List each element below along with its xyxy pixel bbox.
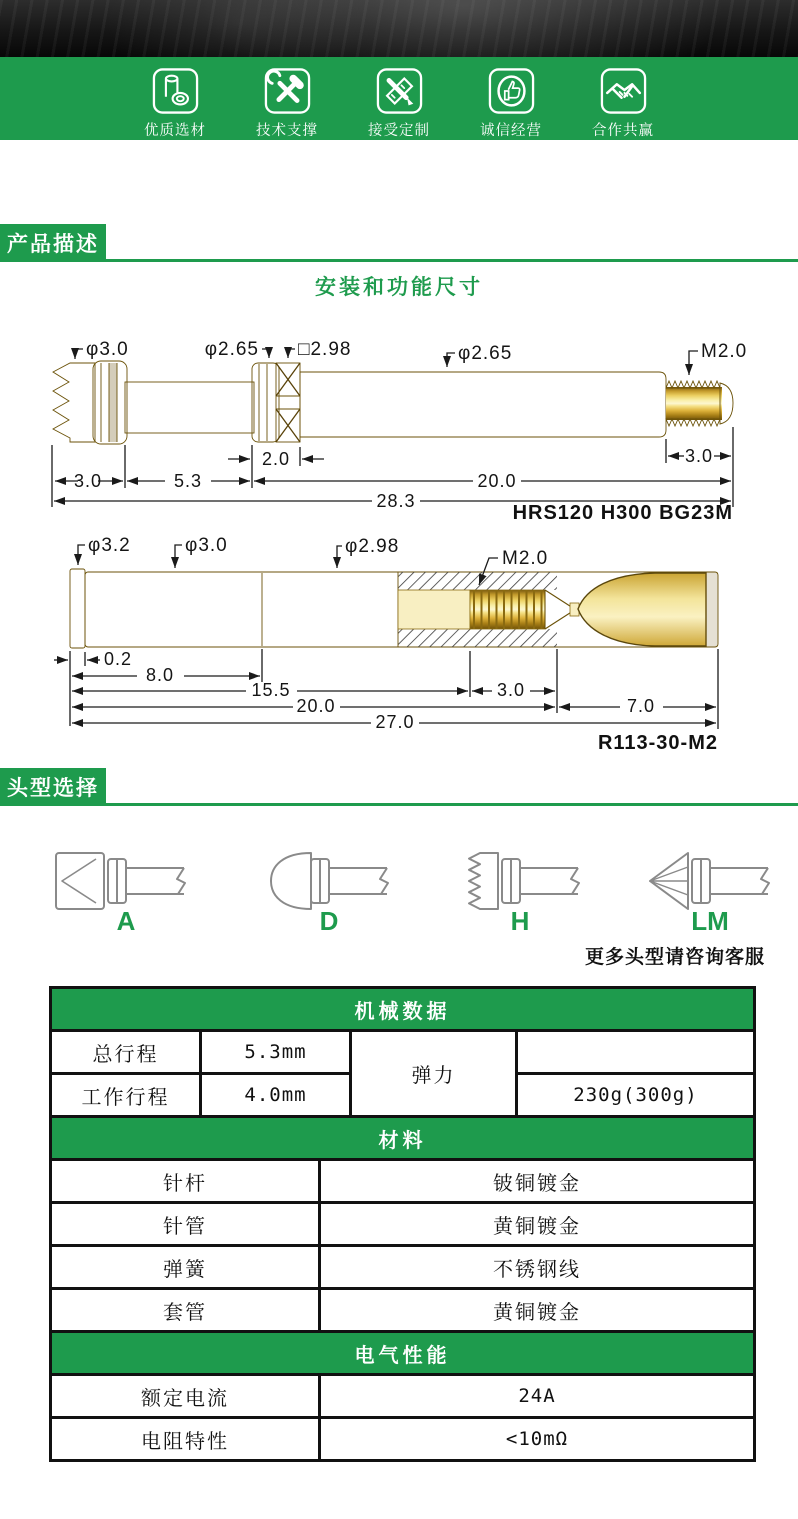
mechanical-data-grid [52,1032,753,1115]
head-type-D-label: D [319,906,339,936]
tab-product-description: 产品描述 [0,224,106,262]
internal-thread [470,590,545,629]
probe-body [53,361,733,444]
tab-head-type: 头型选择 [0,768,106,806]
green-divider [0,803,798,806]
ruler-pencil-icon [375,68,424,114]
d2-part-number: R113-30-M2 [597,732,718,754]
spec-label-cell: 额定电流 [52,1376,318,1416]
probe-dimension-drawing [0,325,798,535]
spec-label-cell: 总行程 [52,1032,199,1072]
green-divider [0,259,798,262]
d2-len-slot: 7.0 [626,696,656,716]
receptacle-dimension-drawing [0,533,798,763]
handshake-icon [599,68,648,114]
electrical-grid [52,1376,753,1459]
hero-photo-banner [0,0,798,57]
d1-len-knurl: 2.0 [261,449,291,469]
d1-len-thread: 3.0 [684,446,714,466]
spec-label-cell: 套管 [52,1290,318,1330]
spec-value-cell: 230g(300g) [518,1075,753,1115]
tools-icon [263,68,312,114]
feature-label: 接受定制 [368,123,430,139]
more-head-types-note: 更多头型请咨询客服 [584,946,765,968]
d1-dia-front-label: φ2.65 [204,339,259,360]
d2-len-flange: 0.2 [104,649,133,669]
drawing-section-title: 安装和功能尺寸 [315,275,483,299]
spec-label-cell: 电阻特性 [52,1419,318,1459]
material-grid [52,1161,753,1330]
spec-value-cell: 5.3mm [202,1032,349,1072]
mechanical-data-header: 机械数据 [52,989,753,1029]
d2-len-20: 20.0 [296,696,336,716]
feature-item [368,57,430,140]
feature-item [592,57,654,140]
d1-len-head: 3.0 [73,471,103,491]
spec-value-cell: 不锈钢线 [321,1247,753,1287]
probe-dimension-lines [52,349,733,507]
d1-len-total: 28.3 [376,491,416,511]
d1-len-front: 5.3 [173,471,203,491]
feature-item [144,57,206,140]
spec-label-cell: 弹力 [352,1032,515,1115]
feature-item [480,57,542,140]
d2-thread-label: M2.0 [502,548,549,569]
d1-len-barrel: 20.0 [477,471,517,491]
d1-thread-label: M2.0 [701,341,748,362]
spec-label-cell: 针管 [52,1204,318,1244]
d1-dia-barrel-label: φ2.65 [458,343,513,364]
head-type-H-label: H [510,906,530,936]
head-type-A-label: A [116,906,136,936]
spec-value-cell: 铍铜镀金 [321,1161,753,1201]
spec-label-cell: 工作行程 [52,1075,199,1115]
spec-label-cell: 弹簧 [52,1247,318,1287]
d2-len-155: 15.5 [251,680,291,700]
d1-part-number: HRS120 H300 BG23M [512,502,733,524]
spec-value-cell: 黄铜镀金 [321,1290,753,1330]
spec-table [49,986,756,1462]
spec-value-cell [518,1032,753,1072]
spec-value-cell: 黄铜镀金 [321,1204,753,1244]
feature-label: 技术支撑 [256,123,318,139]
d2-len-thread: 3.0 [496,680,526,700]
d1-square-label: □2.98 [298,339,352,360]
spec-value-cell: 24A [321,1376,753,1416]
spec-label-cell: 针杆 [52,1161,318,1201]
material-icon [151,68,200,114]
material-header: 材料 [52,1118,753,1158]
d2-dia-tube-label: φ3.0 [185,535,228,556]
receptacle-body [70,569,718,648]
spec-value-cell: <10mΩ [321,1419,753,1459]
d2-len-total: 27.0 [375,712,415,732]
electrical-header: 电气性能 [52,1333,753,1373]
feature-label: 优质选材 [144,123,206,139]
d1-dia-head-label: φ3.0 [86,339,129,360]
d2-dia-mid-label: φ2.98 [345,536,400,557]
head-type-LM-label: LM [691,906,729,936]
knurl-section [276,363,300,442]
d2-len-8: 8.0 [145,665,175,685]
slot-opening [578,573,706,646]
feature-item [256,57,318,140]
thumbs-up-icon [487,68,536,114]
d2-dia-flange-label: φ3.2 [88,535,131,556]
feature-label: 诚信经营 [480,123,542,139]
feature-banner [0,57,798,140]
feature-label: 合作共赢 [592,123,654,139]
spec-value-cell: 4.0mm [202,1075,349,1115]
thread-section [666,381,733,426]
